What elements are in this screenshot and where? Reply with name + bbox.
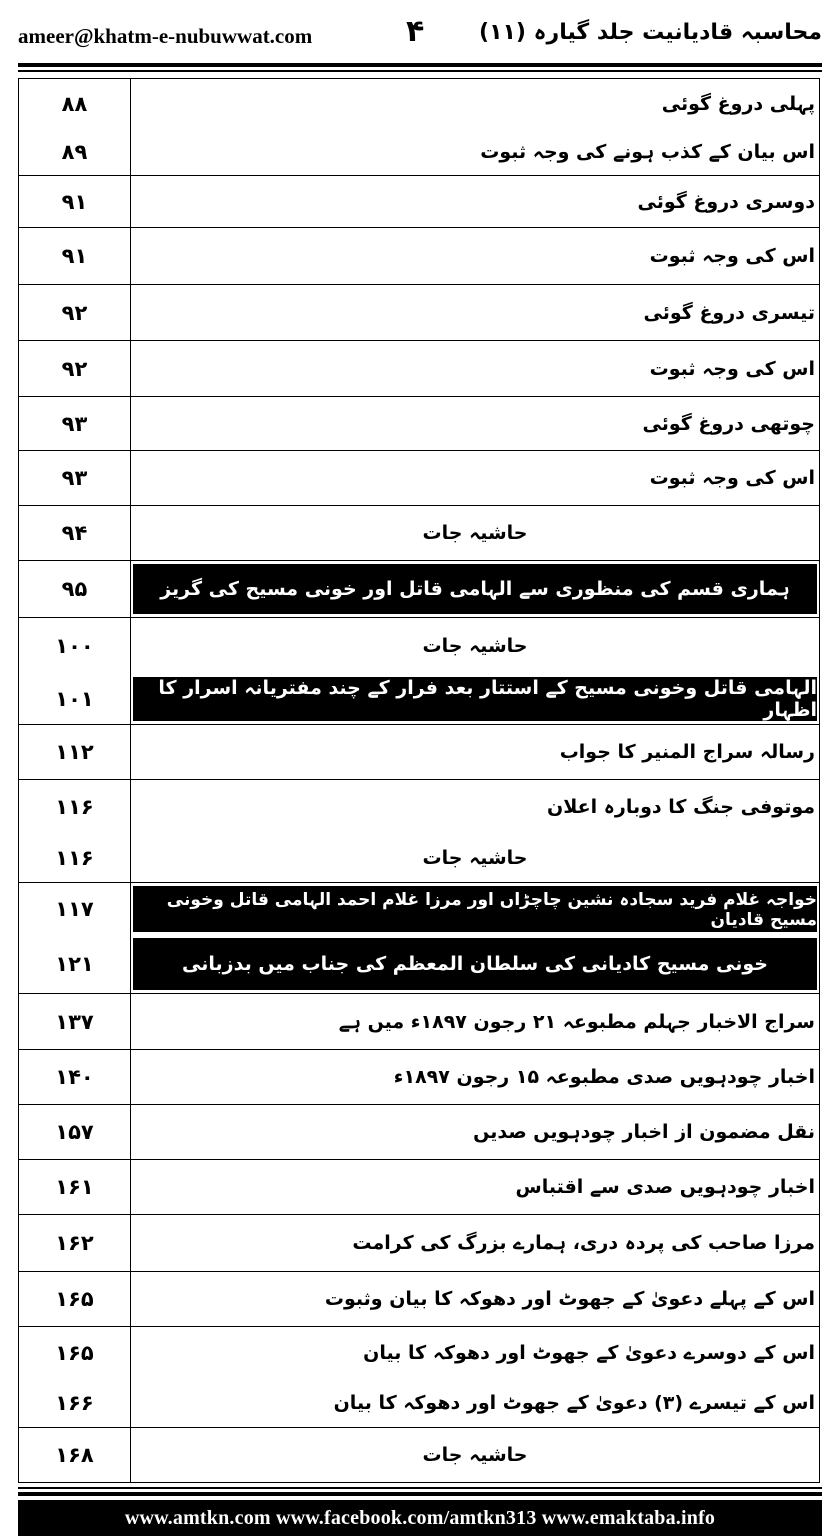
footer-rule-thin (18, 1487, 822, 1489)
toc-entry: اس کے پہلے دعویٰ کے جھوٹ اور دھوکہ کا بیان وثبوت (324, 1288, 815, 1310)
toc-row (19, 1159, 819, 1214)
toc-page-number: ۹۲ (19, 341, 131, 396)
toc-table (18, 78, 820, 1483)
toc-page-number: ۱۳۷ (19, 994, 131, 1049)
toc-page-number: ۹۲ (19, 285, 131, 340)
page-number: ۴ (406, 14, 425, 49)
toc-page-number: ۱۱۲ (19, 725, 131, 779)
toc-entry: تیسری دروغ گوئی (643, 301, 815, 324)
toc-entry: سراج الاخبار جہلم مطبوعہ ۲۱ رجون ۱۸۹۷ء میں ہے (338, 1010, 815, 1033)
toc-row (19, 882, 819, 935)
toc-page-number: ۱۱۶ (19, 834, 131, 882)
toc-row (19, 505, 819, 560)
toc-row (19, 129, 819, 175)
toc-page-number: ۹۵ (19, 561, 131, 617)
toc-page-number: ۱۱۶ (19, 780, 131, 834)
toc-page-number: ۸۹ (19, 129, 131, 175)
toc-entry: اس کے دوسرے دعویٰ کے جھوٹ اور دھوکہ کا بیان (363, 1342, 815, 1364)
toc-page-number: ۹۱ (19, 176, 131, 227)
toc-entry: حاشیہ جات (422, 522, 528, 544)
toc-entry: چوتھی دروغ گوئی (642, 412, 815, 435)
toc-row (19, 1326, 819, 1379)
toc-entry-highlighted: خونی مسیح کادیانی کی سلطان المعظم کی جناب میں بدزبانی (133, 938, 817, 990)
toc-entry: اس بیان کے کذب ہونے کی وجہ ثبوت (480, 141, 815, 163)
toc-row (19, 779, 819, 834)
toc-row (19, 284, 819, 340)
toc-entry: اس کے تیسرے (۳) دعویٰ کے جھوٹ اور دھوکہ کا بیان (333, 1392, 815, 1414)
toc-page-number: ۱۶۵ (19, 1327, 131, 1379)
toc-page-number: ۱۴۰ (19, 1050, 131, 1104)
footer-rule-thick (18, 1492, 822, 1496)
toc-entry: اخبار چودہویں صدی سے اقتباس (515, 1176, 815, 1198)
toc-page-number: ۱۶۱ (19, 1160, 131, 1214)
toc-page-number: ۹۴ (19, 506, 131, 560)
header-rule-thick (18, 63, 822, 67)
toc-entry-highlighted: خواجہ غلام فرید سجادہ نشین چاچڑاں اور مرزا غلام احمد الہامی قاتل وخونی مسیح قادیان (133, 886, 817, 932)
toc-entry: اس کی وجہ ثبوت (649, 467, 815, 489)
toc-page-number: ۹۳ (19, 451, 131, 505)
footer-links: www.amtkn.com www.facebook.com/amtkn313 www.emaktaba.info (18, 1500, 822, 1536)
toc-row (19, 674, 819, 724)
toc-row (19, 1049, 819, 1104)
toc-row (19, 560, 819, 617)
toc-row (19, 1214, 819, 1271)
toc-entry: دوسری دروغ گوئی (637, 190, 815, 213)
toc-entry: پہلی دروغ گوئی (661, 93, 815, 115)
toc-entry: حاشیہ جات (422, 1444, 528, 1466)
toc-entry: نقل مضمون از اخبار چودہویں صدیں (473, 1121, 815, 1143)
toc-row (19, 450, 819, 505)
toc-row (19, 935, 819, 993)
toc-entry-highlighted: ہماری قسم کی منظوری سے الہامی قاتل اور خونی مسیح کی گریز (133, 564, 817, 614)
toc-entry: رسالہ سراج المنیر کا جواب (559, 741, 815, 763)
toc-row (19, 724, 819, 779)
toc-page-number: ۸۸ (19, 79, 131, 129)
toc-row (19, 834, 819, 882)
page-header (18, 14, 822, 58)
toc-entry: حاشیہ جات (422, 847, 528, 869)
toc-page-number: ۱۶۸ (19, 1428, 131, 1482)
toc-row (19, 1427, 819, 1482)
toc-row (19, 1104, 819, 1159)
toc-page-number: ۱۶۲ (19, 1215, 131, 1271)
toc-row (19, 227, 819, 284)
toc-page-number: ۱۲۱ (19, 935, 131, 993)
header-email: ameer@khatm-e-nubuwwat.com (18, 24, 313, 48)
toc-entry: اخبار چودہویں صدی مطبوعہ ۱۵ رجون ۱۸۹۷ء (393, 1066, 815, 1088)
toc-row (19, 175, 819, 227)
toc-page-number: ۱۰۱ (19, 674, 131, 724)
toc-page-number: ۹۳ (19, 397, 131, 450)
header-rule-thin (18, 70, 822, 72)
toc-page-number: ۱۱۷ (19, 883, 131, 935)
toc-row (19, 1379, 819, 1427)
toc-row (19, 1271, 819, 1326)
toc-page-number: ۱۵۷ (19, 1105, 131, 1159)
toc-page-number: ۹۱ (19, 228, 131, 284)
toc-row (19, 617, 819, 674)
toc-entry: اس کی وجہ ثبوت (649, 245, 815, 267)
book-title: محاسبہ قادیانیت جلد گیارہ (۱۱) (479, 20, 822, 45)
toc-row (19, 78, 819, 129)
toc-row (19, 396, 819, 450)
toc-entry: حاشیہ جات (422, 635, 528, 657)
toc-row (19, 993, 819, 1049)
toc-row (19, 340, 819, 396)
toc-page-number: ۱۶۵ (19, 1272, 131, 1326)
toc-page-number: ۱۶۶ (19, 1379, 131, 1427)
toc-entry: موتوفی جنگ کا دوبارہ اعلان (547, 796, 815, 818)
toc-entry-highlighted: الہامی قاتل وخونی مسیح کے استتار بعد فرار کے چند مفتریانہ اسرار کا اظہار (133, 677, 817, 721)
toc-entry: اس کی وجہ ثبوت (649, 357, 815, 380)
toc-entry: مرزا صاحب کی پردہ دری، ہمارے بزرگ کی کرامت (352, 1232, 815, 1254)
toc-page-number: ۱۰۰ (19, 618, 131, 674)
